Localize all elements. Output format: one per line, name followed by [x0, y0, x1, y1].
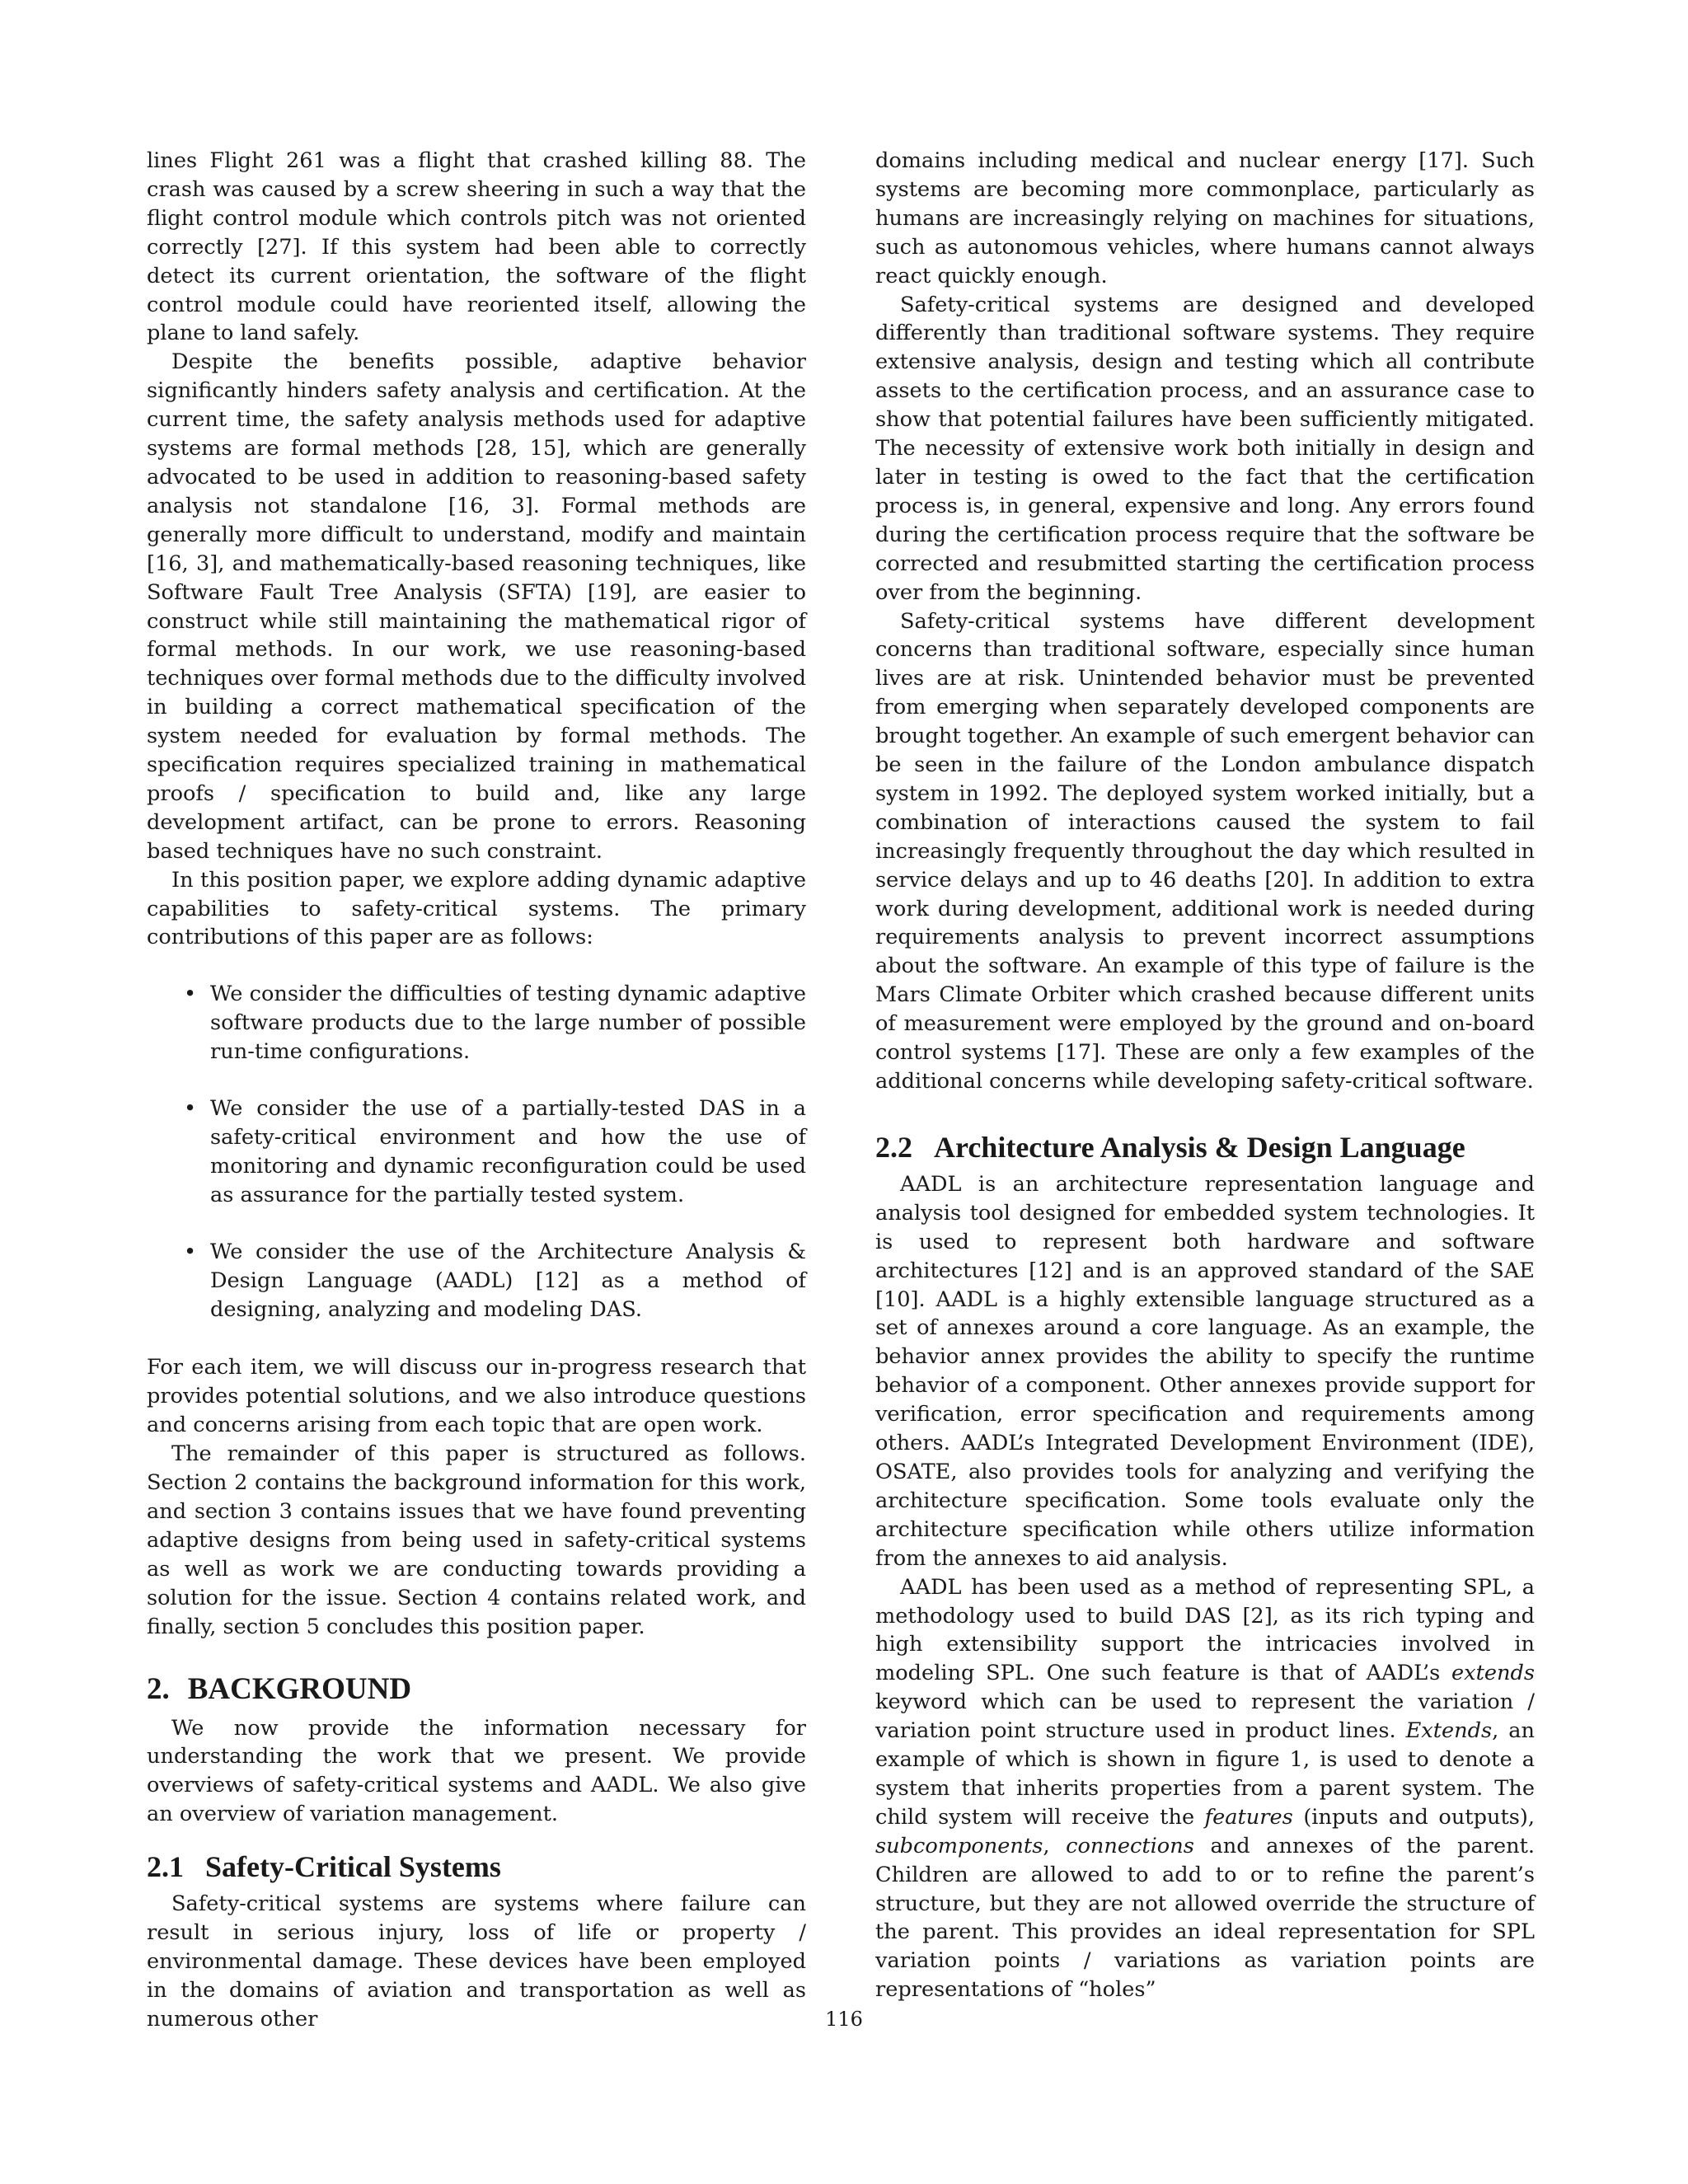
keyword-extends-capital: Extends: [1405, 1718, 1493, 1744]
subsection-title: Architecture Analysis & Design Language: [934, 1130, 1465, 1164]
paragraph-position-paper: In this position paper, we explore adding dynamic adaptive capabilities to safety-critical systems. The primary contributions of this paper are as follows:: [147, 867, 806, 950]
bullet-icon: •: [184, 1239, 197, 1264]
text-span: and annexes of the parent. Children are allowed to add to or to refine the parent’s structure, but they are not allowed override the structure of the parent. This provides an ideal representation for SPL variation points / variations as variation points are representations of “holes”: [875, 1833, 1535, 2003]
subsection-heading-safety-critical: [147, 1849, 806, 1885]
bullet-icon: •: [184, 982, 197, 1007]
paragraph-aadl-overview: AADL is an architecture representation language and analysis tool designed for embedded system technologies. It is used to represent both hardware and software architectures [12] and is an approved standard of the SAE [10]. AADL is a highly extensible language structured as a set of annexes around a core language. As an example, the behavior annex provides the ability to specify the runtime behavior of a component. Other annexes provide support for verification, error specification and requirements among others. AADL’s Integrated Development Environment (IDE), OSATE, also provides tools for analyzing and verifying the architecture specification. Some tools evaluate only the architecture specification while others utilize information from the annexes to aid analysis.: [875, 1171, 1535, 1571]
list-item-text: We consider the use of the Architecture Analysis & Design Language (AADL) [12] as a method of designing, analyzing and modeling DAS.: [210, 1239, 806, 1322]
list-item: [147, 980, 806, 1066]
keyword-connections: connections: [1066, 1833, 1194, 1858]
subsection-title: Safety-Critical Systems: [205, 1850, 501, 1884]
paragraph-safety-critical-definition: Safety-critical systems are systems where failure can result in serious injury, loss of life or property / environmental damage. These devices have been employed in the domains of aviation and transportation as well as numerous other: [147, 1891, 806, 2032]
keyword-subcomponents: subcomponents: [875, 1833, 1043, 1858]
text-span: ,: [1043, 1833, 1067, 1858]
bullet-icon: •: [184, 1096, 197, 1122]
list-item-text: We consider the difficulties of testing dynamic adaptive software products due to the large number of possible run-time configurations.: [210, 982, 806, 1065]
right-column: [875, 147, 1535, 2004]
paragraph-background-intro: We now provide the information necessary for understanding the work that we present. We provide overviews of safety-critical systems and AADL. We also give an overview of variation management.: [147, 1715, 806, 1827]
paragraph-development-concerns: Safety-critical systems have different development concerns than traditional software, especially since human lives are at risk. Unintended behavior must be prevented from emerging when separately developed components are brought together. An example of such emergent behavior can be seen in the failure of the London ambulance dispatch system in 1992. The deployed system worked initially, but a combination of interactions caused the system to fail increasingly frequently throughout the day which resulted in service delays and up to 46 deaths [20]. In addition to extra work during development, additional work is needed during requirements analysis to prevent incorrect assumptions about the software. An example of this type of failure is the Mars Climate Orbiter which crashed because different units of measurement were employed by the ground and on-board control systems [17]. These are only a few examples of the additional concerns while developing safety-critical software.: [875, 608, 1535, 1094]
list-item: [147, 1238, 806, 1324]
list-item-text: We consider the use of a partially-tested DAS in a safety-critical environment and how the use of monitoring and dynamic reconfiguration could be used as assurance for the partially tested system.: [210, 1096, 806, 1207]
text-span: (inputs and outputs),: [1292, 1804, 1535, 1830]
paragraph-intro-continuation: lines Flight 261 was a flight that crashed killing 88. The crash was caused by a screw sheering in such a way that the flight control module which controls pitch was not oriented correctly [27]. If this system had been able to correctly detect its current orientation, the software of the flight control module could have reoriented itself, allowing the plane to land safely.: [147, 148, 806, 346]
text-span: keyword which can be used to represent the variation / variation point structure used in product lines.: [875, 1690, 1535, 1744]
paragraph-adaptive-behavior: Despite the benefits possible, adaptive behavior significantly hinders safety analysis and certification. At the current time, the safety analysis methods used for adaptive systems are formal methods [28, 15], which are generally advocated to be used in addition to reasoning-based safety analysis not standalone [16, 3]. Formal methods are generally more difficult to understand, modify and maintain [16, 3], and mathematically-based reasoning techniques, like Software Fault Tree Analysis (SFTA) [19], are easier to construct while still maintaining the mathematical rigor of formal methods. In our work, we use reasoning-based techniques over formal methods due to the difficulty involved in building a correct mathematical specification of the system needed for evaluation by formal methods. The specification requires specialized training in mathematical proofs / specification to build and, like any large development artifact, can be prone to errors. Reasoning based techniques have no such constraint.: [147, 349, 806, 864]
paragraph-paper-structure: The remainder of this paper is structured as follows. Section 2 contains the background information for this work, and section 3 contains issues that we have found preventing adaptive designs from being used in safety-critical systems as well as work we are conducting towards providing a solution for the issue. Section 4 contains related work, and finally, section 5 concludes this position paper.: [147, 1441, 806, 1639]
page-number: 116: [825, 2008, 863, 2031]
keyword-extends: extends: [1451, 1661, 1535, 1686]
paragraph-each-item: For each item, we will discuss our in-progress research that provides potential solutions, and we also introduce questions and concerns arising from each topic that are open work.: [147, 1355, 806, 1438]
list-item: [147, 1094, 806, 1210]
paragraph-aadl-spl: [875, 1573, 1535, 2005]
section-title: BACKGROUND: [187, 1671, 412, 1706]
subsection-heading-aadl: [875, 1129, 1535, 1165]
text-span: AADL has been used as a method of representing SPL, a methodology used to build DAS [2], as its rich typing and high extensibility support the intricacies involved in modeling SPL. One such feature is that of AADL’s: [875, 1574, 1535, 1686]
left-column: [147, 147, 806, 2034]
text-span: , an example of which is shown in figure 1, is used to denote a system that inherits properties from a parent system. The child system will receive the: [875, 1718, 1535, 1830]
subsection-number: 2.2: [875, 1130, 912, 1164]
subsection-number: 2.1: [147, 1850, 184, 1884]
paragraph-domains-continuation: domains including medical and nuclear energy [17]. Such systems are becoming more commonplace, particularly as humans are increasingly relying on machines for situations, such as autonomous vehicles, where humans cannot always react quickly enough.: [875, 148, 1535, 288]
contributions-list: [147, 980, 806, 1324]
section-heading-background: [147, 1671, 806, 1708]
keyword-features: features: [1204, 1804, 1293, 1830]
paragraph-design-differently: Safety-critical systems are designed and developed differently than traditional software systems. They require extensive analysis, design and testing which all contribute assets to the certification process, and an assurance case to show that potential failures have been sufficiently mitigated. The necessity of extensive work both initially in design and later in testing is owed to the fact that the certification process is, in general, expensive and long. Any errors found during the certification process require that the software be corrected and resubmitted starting the certification process over from the beginning.: [875, 292, 1535, 605]
section-number: 2.: [147, 1671, 170, 1706]
